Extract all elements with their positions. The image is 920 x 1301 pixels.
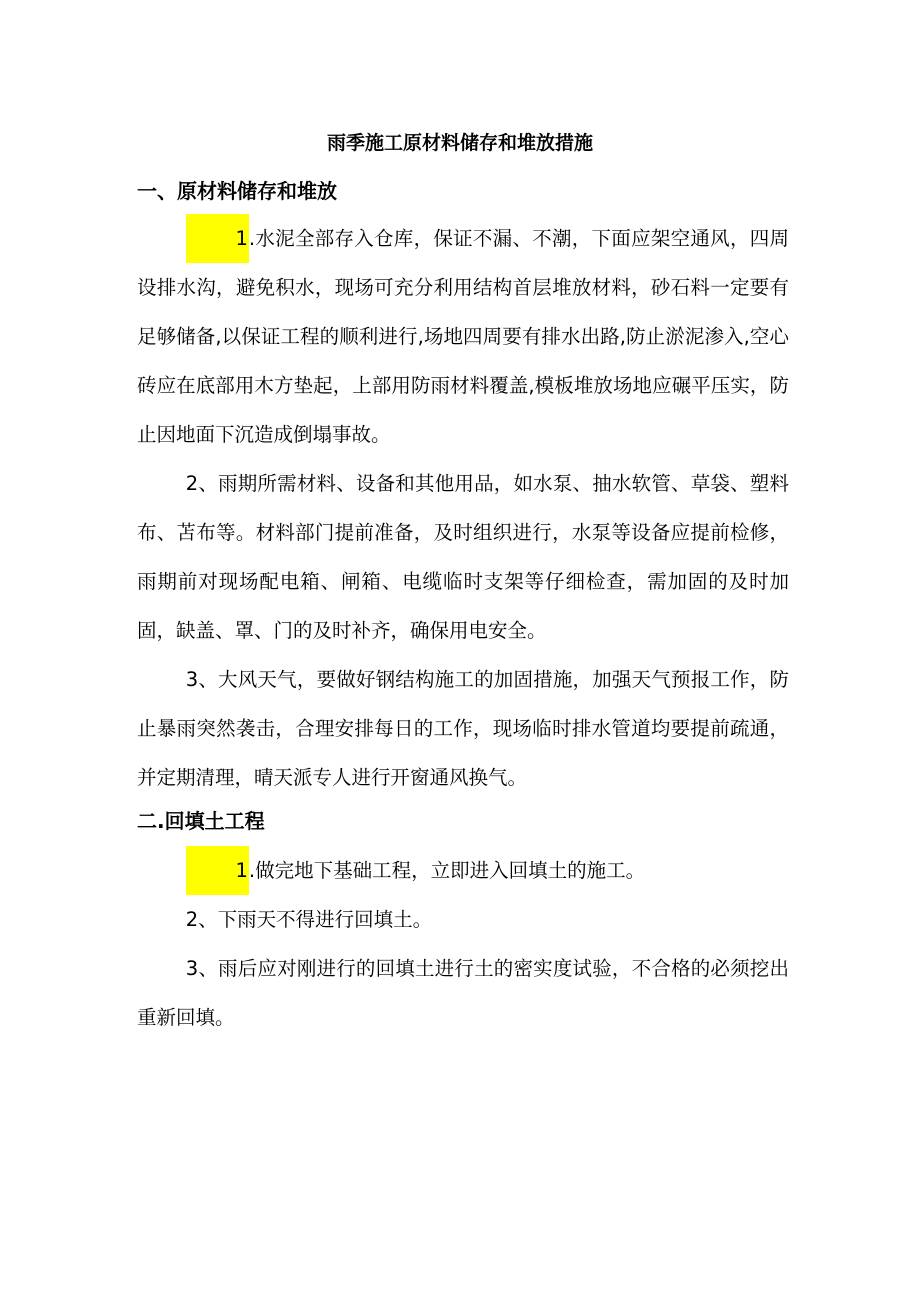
paragraph-backfill-2: 2、下雨天不得进行回填土。 xyxy=(185,908,433,931)
paragraph-materials-3: 3、大风天气，要做好钢结构施工的加固措施，加强天气预报工作，防止暴雨突然袭击，合理安排每日的工作，现场临时排水管道均要提前疏通，并定期清理，晴天派专人进行开窗通风换气。 xyxy=(137,668,789,789)
paragraph-text: .水泥全部存入仓库，保证不漏、不潮，下面应架空通风，四周设排水沟，避免积水，现场可充分利用结构首层堆放材料，砂石料一定要有足够储备,以保证工程的顺利进行,场地四周要有排水出路,防止淤泥渗入,空心砖应在底部用木方垫起，上部用防雨材料覆盖,模板堆放场地应碾平压实，防止因地面下沉造成倒塌事故。 xyxy=(137,227,789,446)
section-heading-materials: 一、原材料储存和堆放 xyxy=(137,179,337,203)
document-title: 雨季施工原材料储存和堆放措施 xyxy=(326,132,593,154)
highlight-marker: 1 xyxy=(186,846,249,895)
section-heading-backfill: 二.回填土工程 xyxy=(137,809,265,833)
paragraph-materials-1 xyxy=(137,214,789,459)
paragraph-text: .做完地下基础工程，立即进入回填土的施工。 xyxy=(248,859,646,882)
paragraph-backfill-3: 3、雨后应对刚进行的回填土进行土的密实度试验，不合格的必须挖出重新回填。 xyxy=(137,957,789,1029)
paragraph-materials-2: 2、雨期所需材料、设备和其他用品，如水泵、抽水软管、草袋、塑料布、苫布等。材料部门提前准备，及时组织进行，水泵等设备应提前检修，雨期前对现场配电箱、闸箱、电缆临时支架等仔细检查，需加固的及时加固，缺盖、罩、门的及时补齐，确保用电安全。 xyxy=(137,472,789,642)
paragraph-backfill-1 xyxy=(137,846,789,895)
highlight-marker: 1 xyxy=(186,214,249,263)
